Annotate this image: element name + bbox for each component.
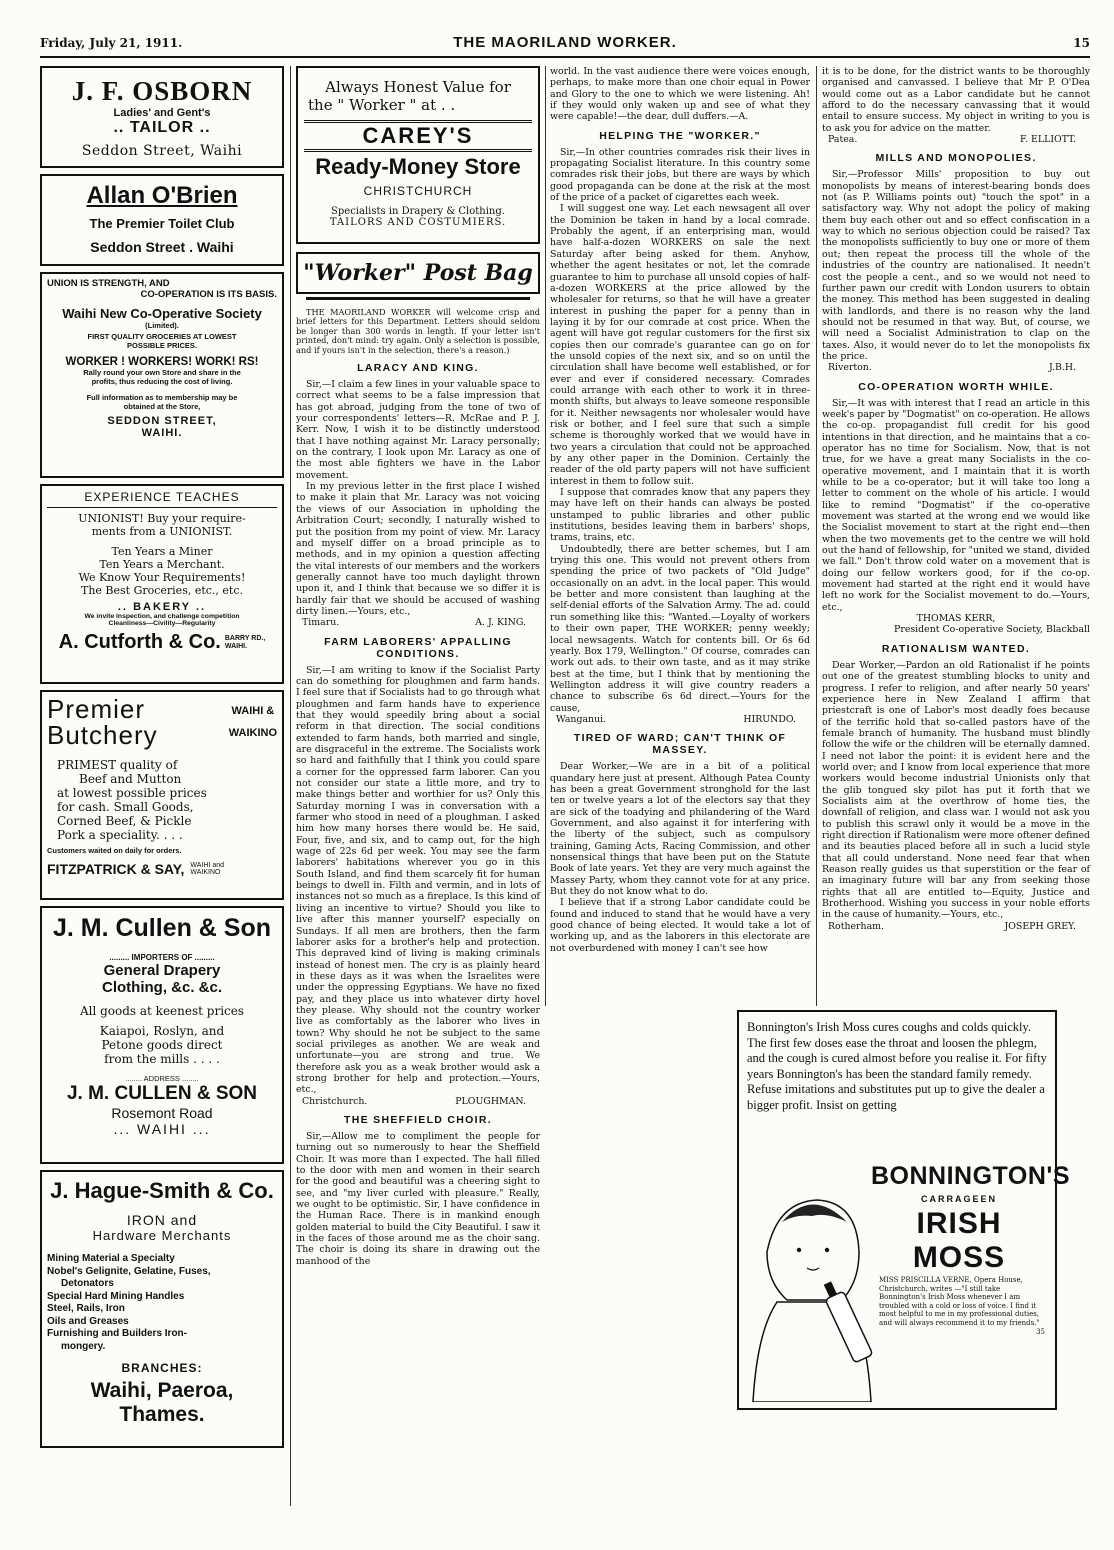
letters-column-4 (822, 66, 1090, 932)
helping-p3: I suppose that comrades know that any papers they may have left on their hands can always be posted unstamped to public libraries and other public institutions, besides leaving them in barbers' shops, trams, trains, etc. (550, 487, 810, 544)
helping-place: Wanganui. (556, 713, 607, 725)
helping-p4: Undoubtedly, there are better schemes, but I am trying this one. This would not prevent others from spending the price of two packets of "Old Judge" occasionally on an advt. in the local paper. This would be better and more consistent than laughing at the self-denial efforts of the Salvation Army. The ad. could run something like this: "Wanted.—Loyalty of workers to their own paper, THE WORKER; penny weekly; local newsagents. Watch for contents bill. Or 6s 6d yearly. Box 179, Wellington." Of course, comrades can work out ads. to their own taste, and as it may strike best at the time, but I think that by mentioning the Wellington address it will give country readers a chance to subscribe 6s 6d direct.—Yours for the cause, (550, 543, 810, 714)
obrien-line2: Seddon Street . Waihi (90, 239, 234, 255)
issue-date: Friday, July 21, 1911. (40, 36, 183, 50)
bonnington-brand (871, 1162, 1070, 1275)
helping-head: HELPING THE "WORKER." (599, 129, 761, 142)
helping-name: HIRUNDO. (743, 713, 796, 725)
coop-i2: obtained at the Store, (123, 402, 201, 411)
coop-addr1: SEDDON STREET, (107, 415, 217, 427)
carey-s2: TAILORS AND COSTUMIERS. (329, 217, 507, 228)
hague-branches: BRANCHES: (121, 1361, 203, 1375)
cullen-address-label: ........ ADDRESS ........ (125, 1074, 199, 1083)
hague-l2: Nobel's Gelignite, Gelatine, Fuses, (47, 1265, 211, 1277)
laracy-name: A. J. KING. (475, 617, 526, 629)
obrien-name: Allan O'Brien (86, 182, 238, 209)
ad-code: 35 (1036, 1327, 1045, 1336)
cutforth-l1: Ten Years a Miner (111, 545, 213, 558)
mills-head: MILLS AND MONOPOLIES. (875, 152, 1037, 165)
sheffield-p1: Sir,—Allow me to compliment the people for turning out so numerously to hear the Sheffield Choir. It was more than I expected. The hall filled to the door with men and women in their search for the good and beautiful was a cheering sight to see, and "my liver curled with pleasure." Really, we ought to be optimistic. Sir, I have confidence in the Human Race. There is in mankind enough golden material to build the City Beautiful. I saw it in the faces of those around me as the choir sang. The choir is doing its share in drawing out the manhood of the (296, 1131, 540, 1267)
hague-places: Waihi, Paeroa, Thames. (90, 1379, 234, 1426)
carey-city: CHRISTCHURCH (363, 184, 473, 198)
obrien-ad (40, 174, 284, 266)
cutforth-head: EXPERIENCE TEACHES (47, 490, 277, 508)
coopworth-role: President Co-operative Society, Blackball (894, 624, 1090, 636)
mills-place: Riverton. (828, 362, 872, 374)
cutforth-addr2: WAIHI. (224, 642, 248, 650)
osborn-line3: Seddon Street, Waihi (81, 143, 243, 159)
carey-s1: Specialists in Drapery & Clothing. (331, 206, 505, 217)
farm-name: PLOUGHMAN. (455, 1095, 526, 1107)
helping-p1: Sir,—In other countries comrades risk their lives in propagating Socialist literature. In this country some comrades risk their jobs, but there are ways by which good propaganda can be done at the risk at the most of the price of a packet of cigarettes each week. (550, 146, 810, 204)
coop-h1: UNION IS STRENGTH, AND (47, 278, 170, 289)
coopworth-p1: Sir,—It was with interest that I read an article in this week's paper by "Dogmatist" on co-operation. He allows the co-op. propagandist full credit for his good intentions in that direction, and he maintains that a co-operator has no time for Socialism. Now, that is not true, for we have a great many Socialists in the co-operative movement, and I maintain that it is worth while to be a co-operator; but it will take too long a letter to comment on the whole of his article. I would like to remind "Dogmatist" if the co-operative movement was started at the wrong end we would like the Socialist movement to start at the right end—then when the two movements get to the centre we will hold out the hand of fellowship, for "united we stand, divided we fall." Don't throw cold water on a movement that is doing our fellow workers good, for if the co-op. movement had started at the right end it would have left no work for the Socialist movement to do.—Yours, etc., (822, 397, 1090, 613)
rationalism-head: RATIONALISM WANTED. (881, 642, 1031, 655)
page-number: 15 (1073, 36, 1090, 50)
coop-q2: POSSIBLE PRICES. (126, 341, 198, 350)
butchery-b1: PRIMEST quality of (57, 758, 178, 772)
cullen-g2: Clothing, &c. &c. (102, 979, 222, 996)
farm-p1: Sir,—I am writing to know if the Socialist Party can do something for ploughmen and farm hands. I feel sure that if Socialists had to go through what ploughmen and farm hands have to experience that they would speedily bring about a social reform in that direction. The social conditions extended to farm hands, both married and single, are disgraceful in the extreme. The Socialists work so hard and faithfully that I think you could spare a corner for the oppressed farm laborer. Can you not consider our state a little more, and try to make things better and worthier for us? Only this Saturday morning I was in conversation with a farmer who stood in need of a ploughman. I asked him how many horses there would be. He said, Four, five, and six, and to camp out, for the high wage of 22s 6d per week. You may see the farm laborers' habitations wherever you go in this South Island, and find them scarcely fit for human beings to dwell in. Filth and vermin, and in lots of instances not so much as a fireplace. Is this kind of living an incentive to virtue? Should you like to live after this manner yourself? especially on Sundays. If all men are brothers, then the farm laborer asks for a brother's help and protection. This depraved kind of living is making criminals instead of honest men. The cry is as plainly heard in these days as it was when the Israelites were under the oppressing Egyptians. We have no fixed pay, and they place us into whatever dirty hovel they please. Why should not the country worker live as comfortably as the laborer who lives in town? Why should he not be subject to the same social privileges as another. We are weak and unfortunate—you are strong and true. We therefore ask you as a weak brother would ask a strong brother for help and protection.—Yours, etc., (296, 664, 540, 1096)
hague-smith-ad (40, 1170, 284, 1448)
cullen-r2: ... WAIHI ... (113, 1121, 211, 1137)
helping-p2: I will suggest one way. Let each newsagent all over the Dominion be taken in hand by a local comrade. Probably the agent, if an enterprising man, would have half-a-dozen WORKERS on sale the next Saturday after being asked for them. Anyhow, whether the agent hesitates or not, let the comrade guarantee to him to purchase all unsold copies of half-a-dozen WORKERS at the price allowed by the wholesaler for returns, so that he will have a greater interest in pushing the paper for a penny than in laying it by for our comrade at cost price. When the agent will have got regular customers for the first six copies then our comrade's guarantee can go on for the unsold copies of the next six, and so on until the circulation shall have become well established, or for ever and ever if considered necessary. Comrades could arrange with each other to work it in three-month shifts, but always to leave someone responsible for it. Neither newsagents nor wholesaler would have risk or bother, and I feel sure that such a simple scheme is thoroughly worked that we would have in two years a circulation that could not be approached by any other paper in the Dominion. Certainly the reader of the old party papers will not have sufficient interest in them to follow suit. (550, 203, 810, 487)
osborn-ad (40, 66, 284, 168)
laracy-p2: In my previous letter in the first place I wished to make it plain that Mr. Laracy was not voicing the views of our Association in upholding the Arbitration Court; secondly, I naturally wished to put the position from my point of view. Mr. Laracy and myself differ on a broad principle as to methods, and in my opinion a question affecting the vital interests of our members and the workers generally cannot have too much daylight thrown upon it, and I think that because we so differ it is hardly fair that we should be accused of washing dirty linen.—Yours, etc., (296, 481, 540, 617)
butchery-a1: WAIHI and (190, 862, 225, 869)
hague-name: J. Hague-Smith & Co. (50, 1178, 274, 1203)
cutforth-inv1: We invite inspection, and challenge competition (84, 613, 240, 620)
mills-p1: Sir,—Professor Mills' proposition to buy out monopolists by means of interest-bearing bonds does not (as P. Williams points out) "touch the spot" in a satisfactory way. Why not adopt the policy of making them buy each other out and so effect confiscation in a way to which no serious objection could be raised? Tax the monopolists sufficiently to buy one or more of them out; then repeat the process till the whole of the industries of the country are nationalised. It needn't cost the people a cent., and so we would not need to further pawn our credit with London usurers to obtain the money. This method has been suggested in dealing with landlords, and there is no reason why the land should not be resumed in that way. But, of course, we will need a Socialist Administration to clap on the taxes. Also, it would never do to let the monopolists fix the price. (822, 169, 1090, 362)
post-bag-intro: THE MAORILAND WORKER will welcome crisp and brief letters for this Department. Letters should seldom be longer than 300 words in length. If your letter isn't printed, don't mind: try again. Only a selection is possible, and if yours isn't in the selection, there's a reason.) (296, 307, 540, 355)
hague-l7: Furnishing and Builders Iron- (47, 1328, 187, 1339)
woman-with-bottle-illustration (747, 1182, 877, 1402)
laracy-place: Timaru. (302, 617, 340, 629)
butchery-t2: WAIKINO (228, 727, 277, 739)
osborn-line1: Ladies' and Gent's (113, 107, 211, 119)
bonnington-ad (737, 1010, 1070, 1410)
cutforth-l4: The Best Groceries, etc., etc. (80, 584, 243, 597)
farm-head: FARM LABORERS' APPALLING CONDITIONS. (324, 635, 512, 660)
farm-place: Christchurch. (302, 1095, 368, 1107)
hague-l1: Mining Material a Specialty (47, 1253, 175, 1264)
butchery-customers: Customers waited on daily for orders. (47, 846, 182, 855)
hague-l3: Detonators (61, 1278, 114, 1289)
butchery-a2: WAIKINO (190, 869, 221, 876)
butchery-owner: FITZPATRICK & SAY, (47, 861, 185, 877)
cutforth-inv2: Cleanliness—Civility—Regularity (108, 620, 216, 627)
letters-column-2 (296, 66, 540, 1267)
coop-limited: (Limited). (145, 321, 179, 330)
testimonial-text: MISS PRISCILLA VERNE, Opera House, Christchurch, writes —"I still take Bonnington's Irish Moss whenever I am troubled with a cold or loss of voice. I find it most helpful to me in my professional duties, and will always recommend it to my friends." (879, 1276, 1040, 1327)
hague-l8: mongery. (61, 1340, 106, 1352)
tired-place: Patea. (828, 134, 858, 146)
brand-irish-moss: IRISH MOSS (912, 1207, 1006, 1274)
tired-p2: I believe that if a strong Labor candidate could be found and induced to stand that he would have a very good chance of being elected. It would take a lot of working up, and as the laborers in this electorate are not overburdened with money I can't see how (550, 897, 810, 954)
tired-cont: it is to be done, for the district wants to be thoroughly organised and canvassed. I believe that Mr P. O'Dea would come out as a Labor candidate but he cannot afford to do the necessary canvassing that it would entail to ensure success. My object in writing to you is to ask you for advice on the matter. (822, 66, 1090, 134)
hague-l5: Steel, Rails, Iron (47, 1303, 125, 1314)
butchery-b3: at lowest possible prices (57, 786, 207, 800)
masthead (40, 34, 1090, 58)
osborn-name: J. F. OSBORN (71, 76, 253, 106)
butchery-b5: Corned Beef, & Pickle (57, 814, 192, 828)
sheffield-head: THE SHEFFIELD CHOIR. (344, 1114, 492, 1126)
osborn-line2: .. TAILOR .. (113, 119, 211, 136)
ads-column (40, 66, 284, 1454)
coopworth-name: THOMAS KERR, (916, 613, 996, 625)
coop-r1: Rally round your own Store and share in the (83, 368, 241, 377)
hague-l6: Oils and Greases (47, 1315, 129, 1327)
cutforth-ad (40, 484, 284, 684)
carey-ad (296, 66, 540, 244)
brand-name: BONNINGTON'S (871, 1162, 1070, 1190)
tired-head: TIRED OF WARD; CAN'T THINK OF MASSEY. (573, 732, 787, 757)
coop-name: Waihi New Co-Operative Society (62, 306, 262, 321)
hague-s2: Hardware Merchants (92, 1228, 232, 1243)
carey-store: Ready-Money Store (315, 154, 521, 179)
laracy-head: LARACY AND KING. (357, 362, 479, 375)
column-rule (816, 66, 817, 1006)
cutforth-bakery: .. BAKERY .. (117, 601, 207, 613)
cutforth-l3: We Know Your Requirements! (78, 571, 246, 584)
sheffield-cont: world. In the vast audience there were voices enough, perhaps, to make more than one choir equal in Power and Glory to the one to which we were listening. Ah! if they would only waken up and see of what they were capable!—the dear, dull duffers.—A. (550, 66, 810, 123)
coop-r2: profits, thus reducing the cost of living. (91, 377, 233, 386)
coop-society-ad (40, 272, 284, 478)
premier-butchery-ad (40, 690, 284, 900)
coop-h2: CO-OPERATION IS ITS BASIS. (140, 289, 277, 300)
rationalism-p1: Dear Worker,—Pardon an old Rationalist if he points out one of the greatest stumbling blocks to unity and progress. I refer to religion, and after nearly 50 years' experience here in New Zealand I affirm that priestcraft is one of Labor's most deadly foes because of the terrific hold that so-called pastors have of the female branch of humanity. The husband must blindly follow the wife or the children will be eternally damned. I need not labor the point: it is evident here and the world over; and I know from local experience that more workers would become industrial Unionists only that the glib tongued sky pilot has put it forth that we Socialists aim at the overthrow of home ties, the downfall of religion, and class war. I would not ask you to publish this scrawl only it would be a move in the right direction if Rationalism were more oftener defined and its beauties placed before all in such a lucid style that all could understand. None need fear that when Reason really guides us that superstition or the fear of an imaginary future will bar any from seeking those rights that all are entitled to—Equity, Justice and Brotherhood. Wishing you success in your noble efforts in the cause of humanity.—Yours, etc., (822, 659, 1090, 921)
carey-l1: Always Honest Value for (325, 78, 511, 96)
column-rule (290, 66, 291, 1506)
coop-q1: FIRST QUALITY GROCERIES AT LOWEST (87, 332, 237, 341)
cullen-g1: General Drapery (103, 962, 221, 979)
cullen-a4: from the mills . . . . (104, 1052, 220, 1066)
tired-p1: Dear Worker,—We are in a bit of a political quandary here just at present. Although Patea County has been a great Government stronghold for the last ten or twelve years a lot of the electors say that they are sick of the toadying and philandering of the Ward Government, and also against it for interfering with the liberty of the subject, such as compulsory training, Gaming Acts, Racing Commission, and other nonsensical things that have been put on the Statute Book of late years. Yet they are very much against the Massey Party, whom they cannot vote for at any price. But they do not know what to do. (550, 761, 810, 898)
coop-addr2: WAIHI. (141, 427, 183, 439)
brand-carrageen: CARRAGEEN (920, 1194, 997, 1204)
obrien-line1: The Premier Toilet Club (89, 216, 235, 231)
rationalism-name: JOSEPH GREY. (1004, 920, 1076, 932)
cutforth-addr1: BARRY RD., (224, 634, 266, 642)
paper-title: THE MAORILAND WORKER. (453, 34, 677, 51)
coopworth-head: CO-OPERATION WORTH WHILE. (858, 380, 1054, 393)
coop-i1: Full information as to membership may be (86, 393, 238, 402)
hague-s1: IRON and (126, 1212, 198, 1228)
cullen-r1: Rosemont Road (111, 1105, 213, 1121)
cullen-name: J. M. Cullen & Son (52, 914, 272, 942)
cullen-a2: Kaiapoi, Roslyn, and (99, 1024, 225, 1038)
column-rule (545, 66, 546, 1006)
hague-l4: Special Hard Mining Handles (47, 1290, 185, 1302)
bonnington-testimonial (879, 1276, 1045, 1336)
mills-name: J.B.H. (1048, 362, 1076, 374)
post-bag-header: "Worker" Post Bag (296, 252, 540, 294)
rationalism-place: Rotherham. (828, 920, 885, 932)
letters-column-3 (550, 66, 810, 954)
cullen-importers: ......... IMPORTERS OF ......... (109, 953, 215, 962)
carey-l2: the " Worker " at . . (308, 96, 456, 114)
cutforth-p2: ments from a UNIONIST. (91, 525, 233, 538)
butchery-b6: Pork a speciality. . . . (57, 828, 183, 842)
cutforth-name: A. Cutforth & Co. (58, 631, 221, 653)
butchery-b4: for cash. Small Goods, (57, 800, 194, 814)
coop-workers: WORKER ! WORKERS! WORK! RS! (65, 356, 259, 368)
cullen-a3: Petone goods direct (101, 1038, 223, 1052)
bonnington-copy: Bonnington's Irish Moss cures coughs and colds quickly. The first few doses ease the throat and loosen the phlegm, and the cough is cured almost before you realise it. For fifty years Bonnington's has been the standard family remedy. Refuse imitations and substitutes put up to give the dealer a bigger profit. Insist on getting (747, 1020, 1047, 1112)
cutforth-p1: UNIONIST! Buy your require- (78, 512, 246, 525)
laracy-p1: Sir,—I claim a few lines in your valuable space to correct what seems to be a false impression that has got abroad, judging from the tone of two of your correspondents' letters—R. McRae and P. J. Kerr. Now, I wish it to be distinctly understood that I have nothing against Mr. Laracy personally; on the contrary, I look upon Mr. Laracy as one of the most able fighters we have in the Labor movement. (296, 379, 540, 481)
butchery-n1: Premier (47, 694, 146, 724)
butchery-n2: Butchery (47, 720, 158, 750)
cullen-ad (40, 906, 284, 1164)
cullen-a1: All goods at keenest prices (79, 1004, 245, 1018)
butchery-b2: Beef and Mutton (79, 772, 182, 786)
cutforth-l2: Ten Years a Merchant. (99, 558, 225, 571)
cullen-name2: J. M. CULLEN & SON (66, 1083, 257, 1104)
tired-name: F. ELLIOTT. (1020, 134, 1076, 146)
carey-name: CAREY'S (304, 120, 532, 152)
butchery-t1: WAIHI & (231, 705, 275, 717)
